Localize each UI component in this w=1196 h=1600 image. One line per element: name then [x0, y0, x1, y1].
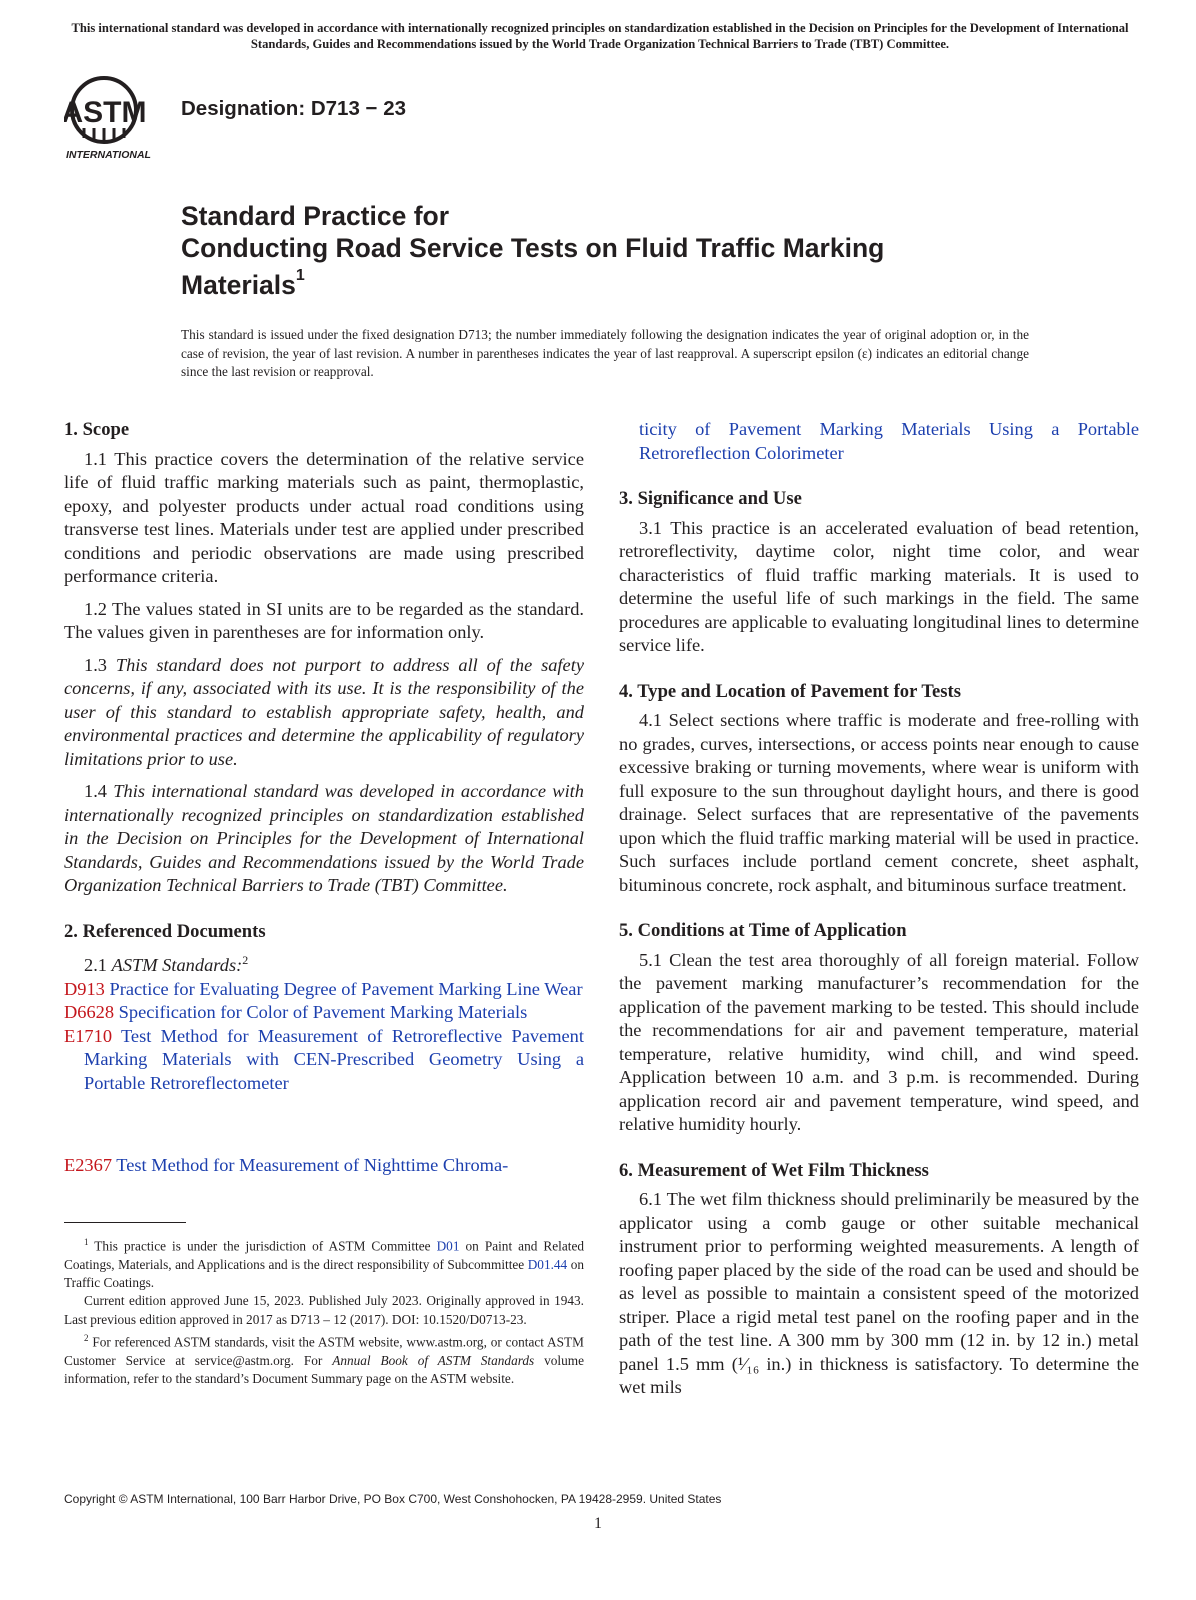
- reference-item[interactable]: [64, 978, 584, 1002]
- reference-code-link[interactable]: D6628: [64, 1002, 115, 1023]
- section-scope: [64, 418, 584, 898]
- footnote-2-text-a: For referenced ASTM standards, visit the ASTM website, www.astm.org, or contact ASTM Customer Service at service@astm.org. For: [64, 1334, 585, 1368]
- astm-logo-icon: [64, 72, 168, 164]
- scope-1-4-text: This international standard was developed in accordance with internationally recognized principles on standardization established in the Decision on Principles for the Development of International Standards, Guides and Recommendations issued by the World Trade Organization Technical Barriers to Trade (TBT) Committee.: [64, 781, 584, 895]
- section-wet-film: [619, 1159, 1139, 1400]
- reference-title-link[interactable]: Test Method for Measurement of Nighttime Chroma-: [116, 1155, 509, 1175]
- scope-1-3: [64, 654, 584, 772]
- scope-heading: 1. Scope: [64, 419, 130, 440]
- footnote-1-text-c: on Traffic Coatings.: [64, 1256, 584, 1291]
- scope-1-4-num: 1.4: [84, 781, 107, 801]
- reference-title-link[interactable]: Practice for Evaluating Degree of Pavement Marking Line Wear: [109, 978, 583, 999]
- footnote-edition: Current edition approved June 15, 2023. Published July 2023. Originally approved in 1943. Last previous edition approved in 2017 as D713 – 12 (2017). DOI: 10.1520/D0713-23.: [64, 1293, 584, 1327]
- significance-heading: 3. Significance and Use: [619, 488, 802, 509]
- astm-standards-text: ASTM Standards:: [111, 955, 243, 976]
- left-column: [64, 418, 584, 1095]
- footnote-2-mark: 2: [84, 1332, 89, 1343]
- footnote-1-text-a: This practice is under the jurisdiction of ASTM Committee: [94, 1238, 431, 1254]
- footnote-divider: [64, 1222, 186, 1223]
- title-line-3-text: Materials: [181, 269, 296, 300]
- reference-list: [64, 978, 584, 1096]
- astm-standards-footnote-mark: 2: [242, 953, 249, 967]
- reference-item[interactable]: [64, 1025, 584, 1096]
- reference-title-link[interactable]: Test Method for Measurement of Retroreflective Pavement Marking Materials with CEN-Prescribed Geometry Using a Portable Retroreflectometer: [84, 1025, 584, 1093]
- copyright: Copyright © ASTM International, 100 Barr Harbor Drive, PO Box C700, West Conshohocken, PA 19428-2959. United States: [64, 1492, 722, 1506]
- section-conditions: [619, 919, 1139, 1137]
- footnote-1-mark: 1: [84, 1237, 89, 1247]
- scope-1-3-text: This standard does not purport to address all of the safety concerns, if any, associated with its use. It is the responsibility of the user of this standard to establish appropriate safety, health, and environmental practices and determine the applicability of regulatory limitations prior to use.: [64, 654, 584, 769]
- page-number: 1: [594, 1515, 602, 1532]
- wet-film-6-1: 6.1 The wet film thickness should preliminarily be measured by the applicator using a comb gauge or other suitable mechanical instrument prior to performing weighted measurements. A length of roofing paper placed by the side of the road can be used and should be as level as possible to maintain a consistent speed of the motorized striper. Place a rigid metal test panel on the roofing paper and in the path of the test line. A 300 mm by 300 mm (12 in. by 12 in.) metal panel 1.5 mm (¹⁄₁₆ in.) in thickness is satisfactory. To determine the wet mils: [619, 1189, 1139, 1397]
- reference-code-link[interactable]: E2367: [64, 1155, 113, 1175]
- footnotes: [64, 1233, 584, 1388]
- wet-film-heading: 6. Measurement of Wet Film Thickness: [619, 1159, 929, 1181]
- reference-item[interactable]: [64, 1154, 584, 1178]
- astm-standards-num: 2.1: [84, 955, 107, 976]
- scope-1-1: 1.1 This practice covers the determination of the relative service life of fluid traffic marking materials such as paint, thermoplastic, epoxy, and polyester products under actual road conditions using transverse test lines. Materials under test are applied under prescribed conditions and periodic observations are made using prescribed performance criteria.: [64, 448, 584, 586]
- scope-1-2: 1.2 The values stated in SI units are to be regarded as the standard. The values given in parentheses are for information only.: [64, 598, 584, 642]
- title-line-1: Standard Practice for: [181, 201, 450, 231]
- subcommittee-link[interactable]: D01.44: [527, 1256, 568, 1272]
- footnote-1-text-b: on Paint and Related Coatings, Materials, and Applications and is the direct responsibility of Subcommittee: [64, 1238, 585, 1272]
- footnote-2: [64, 1329, 584, 1388]
- footnote-1: [64, 1233, 584, 1292]
- document-title: [181, 200, 1081, 301]
- reference-item[interactable]: [64, 1001, 584, 1025]
- referenced-heading: 2. Referenced Documents: [64, 920, 266, 942]
- logo-caption: INTERNATIONAL: [66, 149, 151, 161]
- right-column: [619, 418, 1139, 1409]
- astm-logo: [64, 72, 168, 164]
- top-notice: This international standard was developed in accordance with internationally recognized principles on standardization established in the Decision on Principles for the Development of International Standards, Guides and Recommendations issued by the World Trade Organization Technical Barriers to Trade (TBT) Committee.: [71, 21, 1129, 51]
- reference-title-link[interactable]: Specification for Color of Pavement Marking Materials: [118, 1002, 528, 1023]
- scope-1-4: [64, 780, 584, 898]
- section-referenced-documents: [64, 920, 584, 1096]
- pavement-4-1: 4.1 Select sections where traffic is moderate and free-rolling with no grades, curves, intersections, or access points near enough to cause excessive braking or turning movements, where wear is uniform with full exposure to the sun throughout daylight hours, and there is good drainage. Select surfaces that are representative of the pavements upon which the fluid traffic marking material will be used in practice. Such surfaces include portland cement concrete, sheet asphalt, bituminous concrete, rock asphalt, and bituminous surface treatment.: [619, 710, 1139, 895]
- title-footnote-mark: 1: [295, 267, 305, 284]
- logo-letters: ASTM: [64, 96, 147, 129]
- reference-code-link[interactable]: D913: [64, 978, 105, 999]
- section-pavement: [619, 680, 1139, 898]
- title-line-3: [181, 264, 1081, 301]
- significance-3-1: 3.1 This practice is an accelerated evaluation of bead retention, retroreflectivity, daytime color, night time color, and wear characteristics of fluid traffic marking materials. It is used to determine the useful life of such markings in the field. The same procedures are applicable to evaluating longitudinal lines to determine service life.: [619, 517, 1139, 655]
- reference-item-e2367-continued[interactable]: ticity of Pavement Marking Materials Using a Portable Retroreflection Colorimeter: [639, 419, 1139, 463]
- title-line-2: Conducting Road Service Tests on Fluid Traffic Marking: [181, 233, 885, 263]
- reference-code-link[interactable]: E1710: [64, 1025, 113, 1046]
- reference-item-e2367-start[interactable]: [64, 1154, 584, 1178]
- astm-standards-label: [64, 949, 584, 978]
- pavement-heading: 4. Type and Location of Pavement for Tests: [619, 680, 961, 702]
- footnote-2-text-b: volume information, refer to the standard’s Document Summary page on the ASTM website.: [64, 1352, 585, 1386]
- scope-1-3-num: 1.3: [84, 654, 107, 675]
- conditions-5-1: 5.1 Clean the test area thoroughly of all foreign material. Follow the pavement marking manufacturer’s recommendation for the application of the pavement marking to be tested. This should include the recommendations for air and pavement temperature, material temperature, relative humidity, wind chill, and wind speed. Application between 10 a.m. and 3 p.m. is recommended. During application record air and pavement temperature, wind speed, and relative humidity hourly.: [619, 949, 1139, 1134]
- intro-note: This standard is issued under the fixed designation D713; the number immediately following the designation indicates the year of original adoption or, in the case of revision, the year of last revision. A number in parentheses indicates the year of last reapproval. A superscript epsilon (ε) indicates an editorial change since the last revision or reapproval.: [181, 327, 1029, 379]
- footnote-2-italic: Annual Book of ASTM Standards: [332, 1352, 535, 1368]
- section-significance: [619, 487, 1139, 658]
- committee-link[interactable]: D01: [436, 1238, 460, 1254]
- conditions-heading: 5. Conditions at Time of Application: [619, 920, 907, 941]
- designation: Designation: D713 − 23: [181, 97, 407, 120]
